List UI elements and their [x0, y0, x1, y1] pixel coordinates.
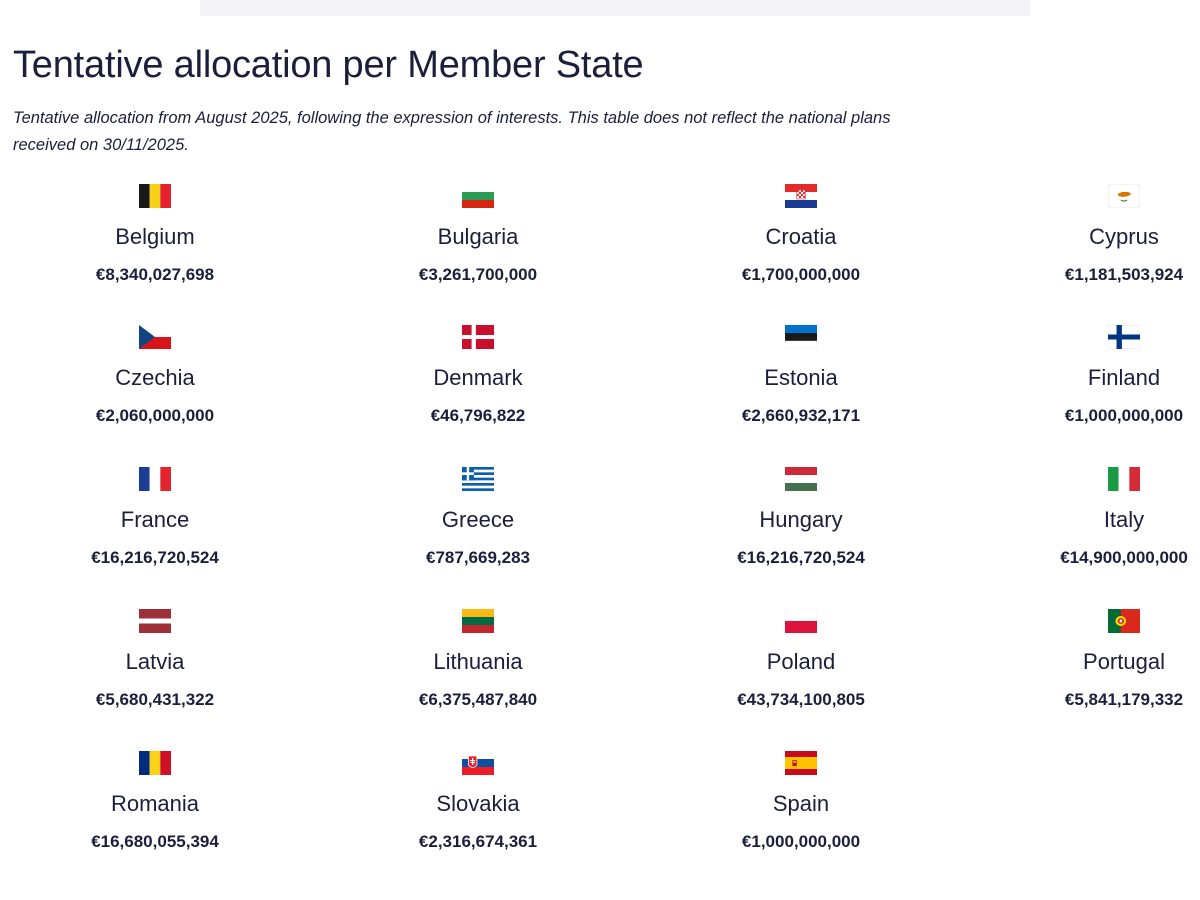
- estonia-flag-icon: [785, 325, 817, 349]
- country-amount: €2,316,674,361: [418, 832, 538, 851]
- country-amount: €1,000,000,000: [741, 832, 861, 851]
- country-card-estonia: [691, 323, 911, 453]
- country-card-croatia: [691, 182, 911, 312]
- country-amount: €1,181,503,924: [1064, 265, 1184, 284]
- country-card-cyprus: [1014, 182, 1200, 312]
- country-grid: [0, 182, 1200, 882]
- country-card-czechia: [45, 323, 265, 453]
- country-amount: €6,375,487,840: [418, 690, 538, 709]
- france-flag-icon: [139, 467, 171, 491]
- country-card-poland: [691, 607, 911, 737]
- country-amount: €3,261,700,000: [418, 265, 538, 284]
- top-bar: [200, 0, 1030, 16]
- country-name: Lithuania: [433, 649, 523, 674]
- country-name: Italy: [1103, 507, 1145, 532]
- country-amount: €8,340,027,698: [95, 265, 215, 284]
- country-name: Bulgaria: [437, 224, 519, 249]
- croatia-flag-icon: [785, 184, 817, 208]
- country-card-france: [45, 465, 265, 595]
- page-title: Tentative allocation per Member State: [13, 44, 644, 86]
- poland-flag-icon: [785, 609, 817, 633]
- country-card-belgium: [45, 182, 265, 312]
- portugal-flag-icon: [1108, 609, 1140, 633]
- country-amount: €16,216,720,524: [91, 548, 219, 567]
- country-amount: €16,680,055,394: [91, 832, 219, 851]
- belgium-flag-icon: [139, 184, 171, 208]
- country-amount: €46,796,822: [430, 406, 526, 425]
- country-amount: €14,900,000,000: [1060, 548, 1188, 567]
- country-name: Belgium: [115, 224, 195, 249]
- country-name: Greece: [441, 507, 515, 532]
- country-card-hungary: [691, 465, 911, 595]
- country-name: Slovakia: [436, 791, 520, 816]
- country-name: Finland: [1087, 365, 1161, 390]
- country-amount: €2,060,000,000: [95, 406, 215, 425]
- romania-flag-icon: [139, 751, 171, 775]
- denmark-flag-icon: [462, 325, 494, 349]
- country-card-romania: [45, 749, 265, 879]
- country-card-greece: [368, 465, 588, 595]
- czechia-flag-icon: [139, 325, 171, 349]
- finland-flag-icon: [1108, 325, 1140, 349]
- country-card-lithuania: [368, 607, 588, 737]
- bulgaria-flag-icon: [462, 184, 494, 208]
- cyprus-flag-icon: [1108, 184, 1140, 208]
- country-name: Estonia: [764, 365, 838, 390]
- country-amount: €787,669,283: [426, 548, 530, 567]
- country-card-finland: [1014, 323, 1200, 453]
- country-name: Romania: [110, 791, 200, 816]
- country-name: Spain: [772, 791, 830, 816]
- country-card-spain: [691, 749, 911, 879]
- italy-flag-icon: [1108, 467, 1140, 491]
- country-name: Croatia: [765, 224, 837, 249]
- country-name: Czechia: [115, 365, 195, 390]
- country-name: Hungary: [759, 507, 843, 532]
- country-name: France: [120, 507, 190, 532]
- page-subtitle: Tentative allocation from August 2025, following the expression of interests. This table does not reflect the national plans received on 30/11/2025.: [13, 109, 891, 154]
- lithuania-flag-icon: [462, 609, 494, 633]
- country-name: Portugal: [1083, 649, 1165, 674]
- country-amount: €43,734,100,805: [737, 690, 865, 709]
- country-amount: €1,700,000,000: [741, 265, 861, 284]
- hungary-flag-icon: [785, 467, 817, 491]
- country-name: Denmark: [433, 365, 523, 390]
- country-name: Poland: [766, 649, 836, 674]
- country-card-bulgaria: [368, 182, 588, 312]
- country-card-slovakia: [368, 749, 588, 879]
- country-card-italy: [1014, 465, 1200, 595]
- country-amount: €5,841,179,332: [1064, 690, 1184, 709]
- greece-flag-icon: [462, 467, 494, 491]
- country-amount: €1,000,000,000: [1064, 406, 1184, 425]
- country-card-denmark: [368, 323, 588, 453]
- country-card-portugal: [1014, 607, 1200, 737]
- country-amount: €5,680,431,322: [95, 690, 215, 709]
- country-name: Latvia: [125, 649, 185, 674]
- spain-flag-icon: [785, 751, 817, 775]
- latvia-flag-icon: [139, 609, 171, 633]
- slovakia-flag-icon: [462, 751, 494, 775]
- country-amount: €2,660,932,171: [741, 406, 861, 425]
- country-amount: €16,216,720,524: [737, 548, 865, 567]
- country-card-latvia: [45, 607, 265, 737]
- country-name: Cyprus: [1089, 224, 1159, 249]
